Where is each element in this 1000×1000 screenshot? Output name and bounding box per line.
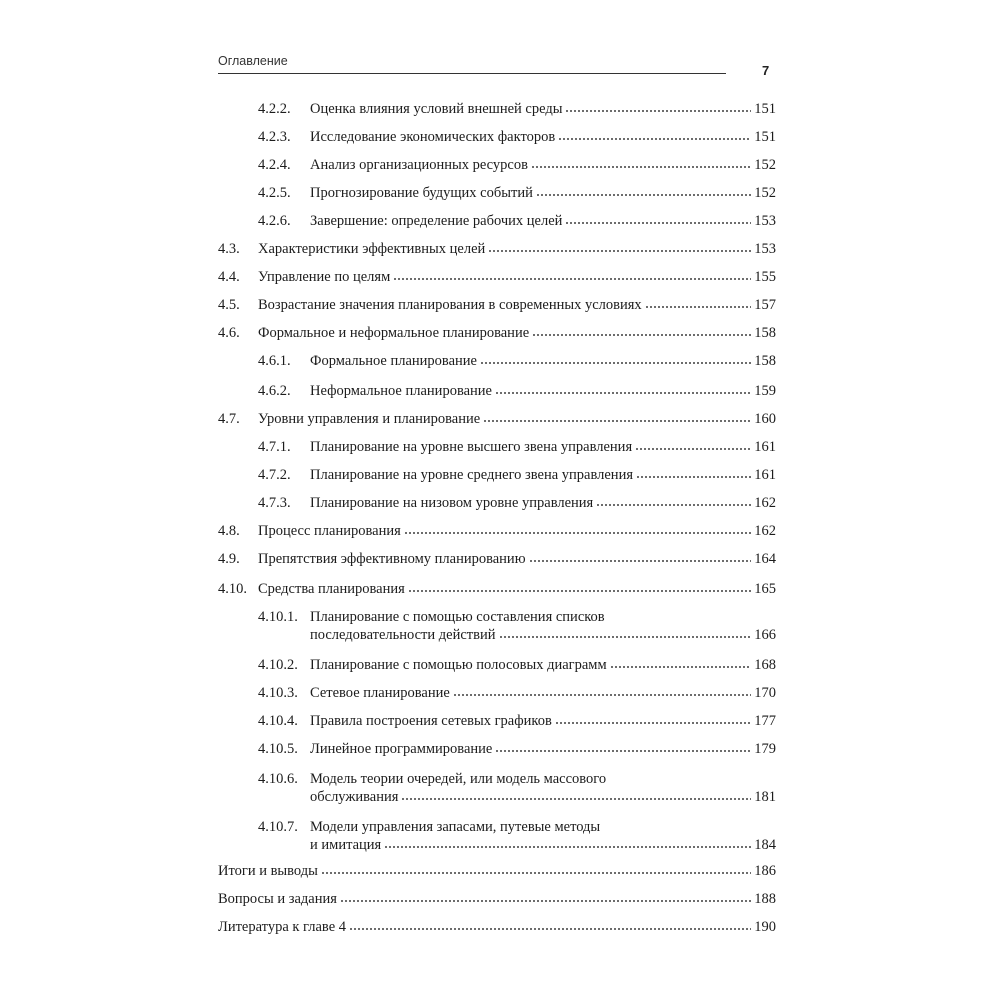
toc-entry-title: Линейное программирование	[310, 741, 493, 757]
dot-leader	[384, 845, 751, 849]
toc-entry-title: Формальное и неформальное планирование	[258, 325, 530, 341]
toc-entry-page: 159	[754, 383, 776, 399]
toc-entry-title: Завершение: определение рабочих целей	[310, 213, 563, 229]
toc-entry-page: 153	[754, 213, 776, 229]
toc-entry-page: 158	[754, 325, 776, 341]
toc-entry-title: Возрастание значения планирования в современных условиях	[258, 297, 642, 313]
toc-entry-page: 181	[754, 789, 776, 805]
dot-leader	[532, 333, 751, 337]
toc-entry-page: 161	[754, 467, 776, 483]
dot-leader	[480, 361, 751, 365]
toc-entry-number: 4.3.	[218, 241, 240, 257]
toc-entry-page: 155	[754, 269, 776, 285]
toc-entry-title: Литература к главе 4	[218, 919, 347, 935]
toc-entry-number: 4.6.2.	[258, 383, 291, 399]
toc-entry-title: Итоги и выводы	[218, 863, 318, 879]
toc-entry-number: 4.2.6.	[258, 213, 291, 229]
toc-entry-page: 152	[754, 185, 776, 201]
toc-entry-number: 4.10.3.	[258, 685, 298, 701]
toc-entry-number: 4.4.	[218, 269, 240, 285]
toc-entry-title: Характеристики эффективных целей	[258, 241, 486, 257]
toc-entry-number: 4.10.4.	[258, 713, 298, 729]
dot-leader	[610, 665, 752, 669]
toc-entry-title: Планирование на низовом уровне управления	[310, 495, 594, 511]
toc-entry-number: 4.10.2.	[258, 657, 298, 673]
toc-entry-title: Правила построения сетевых графиков	[310, 713, 552, 729]
toc-entry-number: 4.10.7.	[258, 819, 298, 835]
toc-entry-page: 179	[754, 741, 776, 757]
toc-entry-number: 4.2.5.	[258, 185, 291, 201]
dot-leader	[404, 531, 751, 535]
toc-entry-title: Модели управления запасами, путевые методы	[310, 819, 601, 835]
toc-entry-title: Планирование с помощью полосовых диаграмм	[310, 657, 607, 673]
toc-entry-page: 186	[754, 863, 776, 879]
dot-leader	[349, 927, 751, 931]
toc-entry-page: 170	[754, 685, 776, 701]
dot-leader	[393, 277, 751, 281]
dot-leader	[531, 165, 751, 169]
dot-leader	[536, 193, 751, 197]
toc-entry-title: Формальное планирование	[310, 353, 477, 369]
dot-leader	[635, 447, 751, 451]
dot-leader	[645, 305, 752, 309]
toc-entry-title: Исследование экономических факторов	[310, 129, 556, 145]
dot-leader	[565, 109, 751, 113]
toc-entry-page: 190	[754, 919, 776, 935]
toc-entry-title: Планирование на уровне среднего звена управления	[310, 467, 633, 483]
toc-entry-title: Планирование на уровне высшего звена управления	[310, 439, 633, 455]
toc-entry-number: 4.2.4.	[258, 157, 291, 173]
toc-entry-number: 4.10.1.	[258, 609, 298, 625]
dot-leader	[529, 559, 752, 563]
dot-leader	[499, 635, 752, 639]
toc-entry-page: 184	[754, 837, 776, 853]
toc-entry-title: Оценка влияния условий внешней среды	[310, 101, 563, 117]
toc-entry-number: 4.8.	[218, 523, 240, 539]
toc-entry-number: 4.10.5.	[258, 741, 298, 757]
toc-entry-title: Вопросы и задания	[218, 891, 337, 907]
dot-leader	[558, 137, 751, 141]
toc-entry-title: Сетевое планирование	[310, 685, 450, 701]
toc-entry-title: Управление по целям	[258, 269, 391, 285]
toc-entry-number: 4.2.3.	[258, 129, 291, 145]
toc-entry-title: Средства планирования	[258, 581, 405, 597]
toc-entry-page: 160	[754, 411, 776, 427]
dot-leader	[453, 693, 751, 697]
dot-leader	[321, 871, 751, 875]
toc-entry-page: 188	[754, 891, 776, 907]
toc-entry-number: 4.7.2.	[258, 467, 291, 483]
toc-entry-number: 4.9.	[218, 551, 240, 567]
toc-entry-title: и имитация	[310, 837, 382, 853]
toc-entry-number: 4.6.	[218, 325, 240, 341]
toc-entry-page: 168	[754, 657, 776, 673]
dot-leader	[483, 419, 751, 423]
dot-leader	[401, 797, 751, 801]
toc-entry-title: Анализ организационных ресурсов	[310, 157, 528, 173]
toc-entry-number: 4.6.1.	[258, 353, 291, 369]
dot-leader	[565, 221, 751, 225]
toc-entry-page: 161	[754, 439, 776, 455]
dot-leader	[596, 503, 751, 507]
toc-entry-number: 4.7.1.	[258, 439, 291, 455]
dot-leader	[488, 249, 751, 253]
toc-entry-page: 152	[754, 157, 776, 173]
dot-leader	[636, 475, 751, 479]
toc-entry-page: 153	[754, 241, 776, 257]
toc-entry-title: Уровни управления и планирование	[258, 411, 481, 427]
toc-entry-number: 4.7.3.	[258, 495, 291, 511]
toc-entry-title: последовательности действий	[310, 627, 496, 643]
dot-leader	[408, 589, 751, 593]
dot-leader	[340, 899, 751, 903]
toc-entry-number: 4.10.6.	[258, 771, 298, 787]
page-number: 7	[762, 63, 770, 78]
toc-entry-page: 157	[754, 297, 776, 313]
toc-entry-title: Прогнозирование будущих событий	[310, 185, 533, 201]
running-header: Оглавление	[218, 54, 288, 68]
toc-entry-title: Неформальное планирование	[310, 383, 492, 399]
toc-entry-title: обслуживания	[310, 789, 399, 805]
toc-entry-page: 166	[754, 627, 776, 643]
toc-entry-page: 164	[754, 551, 776, 567]
toc-entry-number: 4.2.2.	[258, 101, 291, 117]
toc-entry-number: 4.5.	[218, 297, 240, 313]
toc-entry-page: 151	[754, 129, 776, 145]
dot-leader	[495, 391, 751, 395]
toc-entry-title: Процесс планирования	[258, 523, 401, 539]
toc-entry-title: Модель теории очередей, или модель массового	[310, 771, 607, 787]
dot-leader	[495, 749, 751, 753]
toc-entry-page: 162	[754, 495, 776, 511]
toc-entry-page: 177	[754, 713, 776, 729]
toc-entry-title: Препятствия эффективному планированию	[258, 551, 526, 567]
toc-entry-number: 4.10.	[218, 581, 247, 597]
toc-entry-page: 151	[754, 101, 776, 117]
toc-entry-title: Планирование с помощью составления списков	[310, 609, 605, 625]
toc-entry-page: 158	[754, 353, 776, 369]
toc-entry-page: 162	[754, 523, 776, 539]
dot-leader	[555, 721, 751, 725]
toc-entry-number: 4.7.	[218, 411, 240, 427]
toc-entry-page: 165	[754, 581, 776, 597]
